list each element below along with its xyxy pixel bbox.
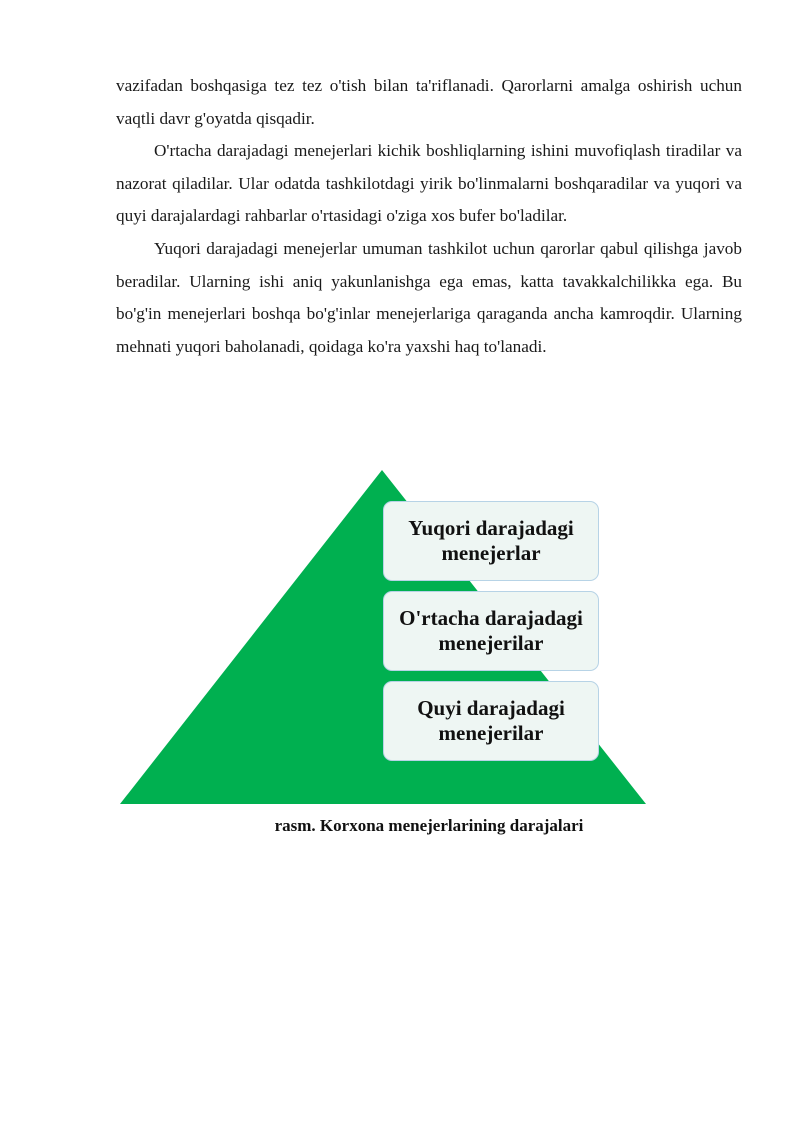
document-body <box>116 70 742 363</box>
level-middle-managers: O'rtacha darajadagi menejerilar <box>383 591 599 671</box>
paragraph-middle-managers: O'rtacha darajadagi menejerlari kichik boshliqlarning ishini muvofiqlash tiradilar va nazorat qiladilar. Ular odatda tashkilotdagi yirik bo'linmalarni boshqaradilar va yuqori va quyi darajalardagi rahbarlar o'rtasidagi o'ziga xos bufer bo'ladilar. <box>116 141 742 226</box>
management-levels-figure <box>116 468 656 808</box>
paragraph-top-managers: Yuqori darajadagi menejerlar umuman tashkilot uchun qarorlar qabul qilishga javob beradilar. Ularning ishi aniq yakunlanishga ega emas, katta tavakkalchilikka ega. Bu bo'g'in menejerlari boshqa bo'g'inlar menejerlariga qaraganda ancha kamroqdir. Ularning mehnati yuqori baholanadi, qoidaga ko'ra yaxshi haq to'lanadi. <box>116 238 742 356</box>
paragraph-continuation: vazifadan boshqasiga tez tez o'tish bilan ta'riflanadi. Qarorlarni amalga oshirish uchun vaqtli davr g'oyatda qisqadir. <box>116 76 742 128</box>
figure-caption: rasm. Korxona menejerlarining darajalari <box>274 816 584 835</box>
level-top-managers: Yuqori darajadagi menejerlar <box>383 501 599 581</box>
level-lower-managers: Quyi darajadagi menejerilar <box>383 681 599 761</box>
